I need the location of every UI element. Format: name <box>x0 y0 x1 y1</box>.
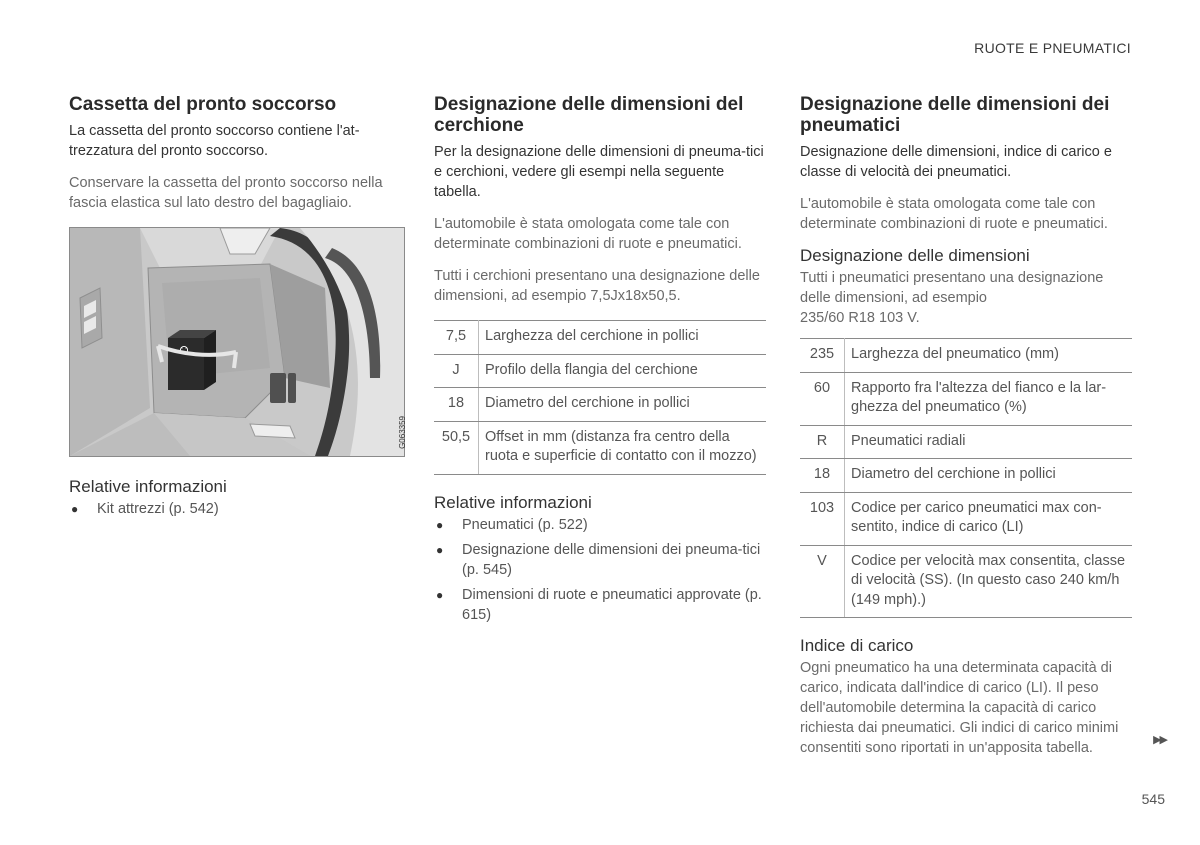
related-link-approved-sizes[interactable] <box>434 585 766 625</box>
table-row <box>434 421 766 474</box>
figure-code: G063359 <box>398 416 407 449</box>
table-cell-code: 18 <box>800 459 845 493</box>
first-aid-kit-illustration <box>69 227 405 457</box>
table-row <box>800 425 1132 459</box>
rim-size-intro: Per la designazione delle dimensioni di pneuma-tici e cerchioni, vedere gli esempi nella seguente tabella. <box>434 144 764 200</box>
related-link-tool-kit[interactable] <box>69 499 391 519</box>
rim-size-table <box>434 320 766 475</box>
table-cell-desc: Codice per velocità max consentita, classe di velocità (SS). (In questo caso 240 km/h (149 mph).) <box>845 545 1133 618</box>
table-cell-desc: Profilo della flangia del cerchione <box>479 354 767 388</box>
table-row <box>434 354 766 388</box>
subsection-title-load-index: Indice di carico <box>800 636 914 655</box>
column-rim-size <box>434 94 766 630</box>
related-list <box>69 499 391 519</box>
table-cell-code: 18 <box>434 388 479 422</box>
table-cell-desc: Pneumatici radiali <box>845 425 1133 459</box>
related-link-label: Dimensioni di ruote e pneumatici approvate (p. 615) <box>462 586 762 623</box>
table-cell-desc: Codice per carico pneumatici max con-sentito, indice di carico (LI) <box>845 492 1133 545</box>
table-cell-code: R <box>800 425 845 459</box>
related-link-label: Designazione delle dimensioni dei pneuma-tici (p. 545) <box>462 541 761 578</box>
table-cell-desc: Diametro del cerchione in pollici <box>845 459 1133 493</box>
tire-size-table <box>800 338 1132 618</box>
table-row <box>800 459 1132 493</box>
table-cell-code: 235 <box>800 339 845 373</box>
bullet-icon: ● <box>436 542 444 557</box>
table-cell-code: 103 <box>800 492 845 545</box>
section-title-tire-size: Designazione delle dimensioni dei pneumatici <box>800 94 1110 136</box>
bullet-icon: ● <box>71 502 79 516</box>
section-title-rim-size: Designazione delle dimensioni del cerchione <box>434 94 744 136</box>
section-title-first-aid: Cassetta del pronto soccorso <box>69 94 337 115</box>
table-cell-desc: Rapporto fra l'altezza del fianco e la lar-ghezza del pneumatico (%) <box>845 372 1133 425</box>
rim-size-example: Tutti i cerchioni presentano una designazione delle dimensioni, ad esempio 7,5Jx18x50,5. <box>434 268 760 304</box>
related-info-title: Relative informazioni <box>69 477 227 496</box>
related-link-label: Pneumatici (p. 522) <box>462 516 588 533</box>
related-link-tires[interactable] <box>434 515 766 535</box>
first-aid-intro: La cassetta del pronto soccorso contiene l'at-trezzatura del pronto soccorso. <box>69 123 360 159</box>
running-header: RUOTE E PNEUMATICI <box>974 40 1131 56</box>
size-designation-text <box>800 268 1132 328</box>
table-row <box>800 545 1132 618</box>
bullet-icon: ● <box>436 587 444 602</box>
related-list <box>434 515 766 625</box>
related-link-label: Kit attrezzi (p. 542) <box>97 501 219 517</box>
rim-size-note: L'automobile è stata omologata come tale con determinate combinazioni di ruote e pneumatici. <box>434 216 742 252</box>
table-cell-desc: Diametro del cerchione in pollici <box>479 388 767 422</box>
column-tire-size <box>800 94 1132 770</box>
load-index-text: Ogni pneumatico ha una determinata capacità di carico, indicata dall'indice di carico (LI). Il peso dell'automobile determina la capacità di carico richiesta dai pneumatici. Gli indici di carico minimi consentiti sono riportati in un'apposita tabella. <box>800 660 1119 756</box>
table-row <box>800 372 1132 425</box>
double-arrow-right-icon: ▶▶ <box>1153 734 1166 746</box>
first-aid-note: Conservare la cassetta del pronto soccorso nella fascia elastica sul lato destro del bagagliaio. <box>69 175 383 211</box>
table-cell-code: 7,5 <box>434 321 479 355</box>
table-row <box>434 321 766 355</box>
size-designation-desc: Tutti i pneumatici presentano una designazione delle dimensioni, ad esempio <box>800 270 1104 306</box>
table-cell-code: 60 <box>800 372 845 425</box>
tire-size-note: L'automobile è stata omologata come tale con determinate combinazioni di ruote e pneumatici. <box>800 196 1108 232</box>
tire-size-intro: Designazione delle dimensioni, indice di carico e classe di velocità dei pneumatici. <box>800 144 1112 180</box>
table-cell-code: 50,5 <box>434 421 479 474</box>
column-first-aid <box>69 94 407 524</box>
table-row <box>800 339 1132 373</box>
size-designation-example: 235/60 R18 103 V. <box>800 310 920 326</box>
page-number: 545 <box>1141 791 1165 807</box>
table-cell-code: V <box>800 545 845 618</box>
table-cell-desc: Larghezza del pneumatico (mm) <box>845 339 1133 373</box>
table-row <box>800 492 1132 545</box>
subsection-title-size-designation: Designazione delle dimensioni <box>800 246 1030 265</box>
table-row <box>434 388 766 422</box>
bullet-icon: ● <box>436 517 444 532</box>
table-cell-code: J <box>434 354 479 388</box>
table-cell-desc: Larghezza del cerchione in pollici <box>479 321 767 355</box>
related-link-tire-size[interactable] <box>434 540 766 580</box>
table-cell-desc: Offset in mm (distanza fra centro della ruota e superficie di contatto con il mozzo) <box>479 421 767 474</box>
related-info-title: Relative informazioni <box>434 492 592 512</box>
